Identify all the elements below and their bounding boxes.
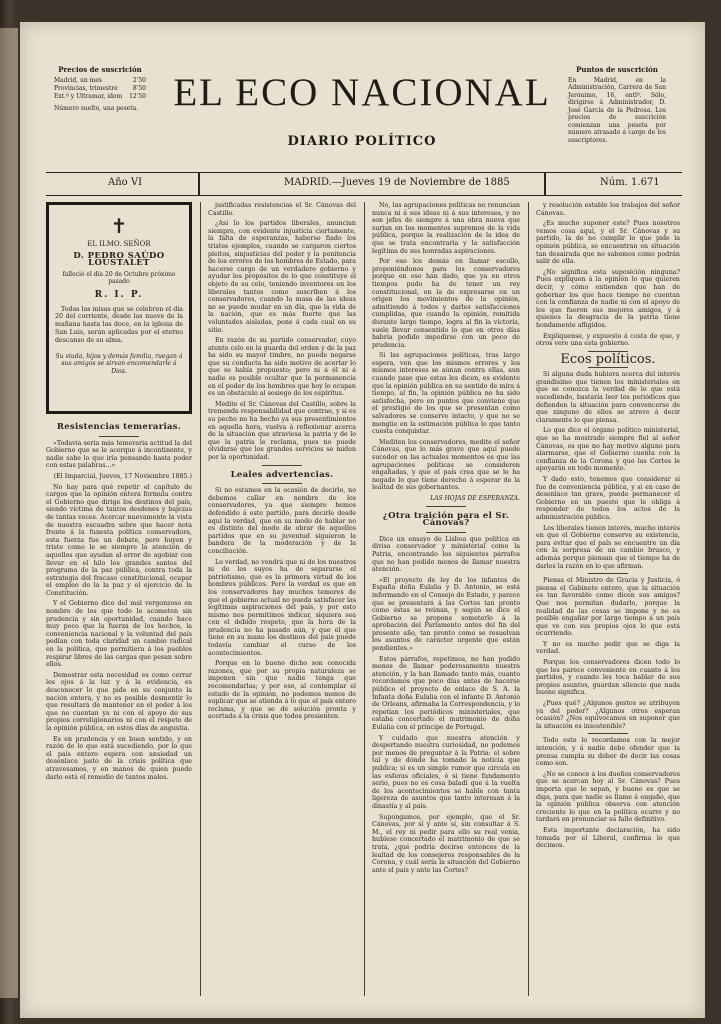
- article-signature: LAS HOJAS DE ESPERANZA.: [430, 494, 520, 502]
- article-heading: Resistencias temerarias.: [56, 422, 182, 432]
- column-rule: [200, 202, 201, 996]
- subscription-prices-header: Precios de suscrición: [58, 65, 142, 74]
- price-row: [54, 93, 146, 101]
- dateline-separator: [544, 173, 546, 195]
- article-paragraph: Por eso los demás en llamar escollo, proponiéndonos para los conservadores porque en eso han dado, que ya en otros tiempos pudo ha de tener un rey constitucional, en la de expresarse en un origen los movimientos de la opinión, admitiendo á todos y darles satisfacciones cumplidas, que cuando la opinión, remitida durante largo tiempo, logra al fin la victoria, suele llevar consentido lo que en otros días habría podido impedirse con un poco de prudencia.: [372, 258, 520, 349]
- article-paragraph: Mediten los conservadores, medite el señor Cánovas, que lo más grave que aquí puede suceder en las actuales momentos es que las agrupaciones políticas se consideren engañadas, y que el país crea que se le ha negado lo que tiene derecho á esperar de la lealtad de sus gobernantes.: [372, 438, 520, 492]
- article-paragraph: Si no estamos en la ocasión de decirlo, no debemos callar en nombre de los conservadores, ya que siempre hemos defendido á este partido, para decirle desde aquí la verdad, que en su modo de hablar no es distinto del modo de obrar de aquellos partidos que en su juventud siguieron la bandera de la moderación y de la conciliación.: [208, 487, 356, 555]
- price-label: Provincias, trimestre: [54, 85, 118, 92]
- article-heading: Leales advertencias.: [230, 469, 334, 480]
- subscription-prices-box: [54, 66, 146, 113]
- article-paragraph: Porque en lo bueno dicho son conocida razones, que por su propia naturaleza se imponen sin que nadie tenga que recomendarlas; y por eso, al contemplar el estado de la opinión, no podemos menos de suplicar que se atienda á lo que el país entero reclama, y que se dé solución pronta y acertada á la crisis que todos presienten.: [208, 660, 356, 721]
- article-paragraph: Esta importante declaración, ha sido tomada por el Liberal, confirma lo que decimos.: [536, 826, 680, 850]
- citation: (El Imparcial, Jueves, 17 Noviembre 1885.): [53, 472, 192, 480]
- article-heading: ¿Otra traición para el Sr. Cánovas?: [382, 510, 510, 529]
- article-paragraph: Y no es mucho pedir que se diga la verdad.: [536, 640, 680, 656]
- price-row: [54, 77, 146, 85]
- article-paragraph: Expliquense, y expuesto á costa de que, y otros vere una esta gobierno.: [536, 332, 680, 348]
- price-row: [54, 85, 146, 93]
- newspaper-title: EL ECO NACIONAL: [173, 71, 551, 114]
- price-value: 8'50: [132, 85, 146, 92]
- divider: [99, 436, 139, 437]
- subscription-points-text: En Madrid, en la Administración, Carrera de San Jerónimo, 16, entlº. Sólo, dirigirse á Administrador, D. José García de la Pedrosa. Los precios de suscrición comienzan una peseta por número atrasado á cargo de los suscriptores.: [568, 76, 666, 144]
- obituary-notice: [46, 202, 192, 414]
- article-paragraph: Si alguna duda hubiera acerca del interés grandísimo que tienen los ministeriales en que se conozca la verdad de lo que está sucediendo, bastaría leer los periódicos que defienden la situación para convencerse de que ninguno de ellos se atreve á decir claramente lo que piensa.: [536, 371, 680, 424]
- article-paragraph: Y dado esto, tenemos que considerar si fue de conveniencia pública, y si en caso de desenlace tan grave, puede permanecer el Gobierno en un puesto que le obliga á responder de todos los actos de la administración pública.: [536, 476, 680, 521]
- article-paragraph: No hay para qué repetir el capítulo de cargos que la opinión entera formula contra el Gobierno que dirige los destinos del país, siendo víctima de tantos desdenes y bajezas de tantas veces. Acercar nuevamente la vista de nuestra escuadra sobre que hacer nota frente á la funesta política conservadora, esta fuerza fue un debate, pero huyen y triste como le se siempre la atención de aquellos que ayudan al error de agobiar con llevar en el hilo los grandes santos del programa de la paz pública, contra toda la estrategia del fracaso constitucional, ocupar el empleo de la la paz y el ejercicio de la Constitución.: [46, 483, 192, 597]
- newspaper-subtitle: DIARIO POLÍTICO: [287, 134, 437, 149]
- section-heading: Ecos políticos.: [560, 351, 656, 367]
- article-paragraph: Lo que dice el órgano político ministerial, que se ha mostrado siempre fiel al señor Cánovas, es que no hay motivo alguno para alarmarse, que el Gobierno cuenta con la confianza de la Corona y que las Cortes le apoyarán en todo momento.: [536, 427, 680, 473]
- article-paragraph: No, las agrupaciones políticas no renuncian nunca ni á sus ideas ni á sus intereses, y no son jefes de siempre á una obra nueva que surjan en los momentos supremos de la vida pública, porque la realización de la idea de que se trata encontraría y la satisfacción legítima de sus honradas aspiraciones.: [372, 202, 520, 255]
- article-paragraph: ¿Así lo los partidos liberales, anuncian siempre, con evidente injusticia ciertamente, la falta de esperanzas, haberse fiado los tristes ejemplos, cuando se cargaron ciertos pleitos, sinjusticias del poder y la penitencia de los errores de los hombres de Estado, para hacerse cargo de un verdadero gobierno y ayudar los propósitos de lo que constituye el objeto de su celo, teniendo inventores en los liberales tantos como suscriben á los conservadores, cuando la masa de las ideas no se puede mudar en un día, que la vida de la nación, que es más fuerte que las voluntades aisladas, pone á cada cual en su sitio.: [208, 220, 356, 334]
- article-paragraph: En razón de su partido conservador, cuyo atento celo en la guarda del orden y de la paz ha sido su mayor timbre, no puede negarse que su conducta ha sido motivo de acertar lo que se había propuesto; pero ni á él ni á nadie es posible ocultar que la permanencia en el poder de los hombres que hoy lo ocupan es un obstáculo al sosiego de los espíritus.: [208, 337, 356, 398]
- divider: [426, 506, 466, 507]
- article-paragraph: ¿No se conoce á los dueños conservadores que se acercan hoy al Sr. Cánovas? Pues importa que lo sepan, y bueno es que se diga, para que nadie se llame á engaño, que la opinión pública observa con atención creciente lo que en la política ocurre y no tardará en pronunciar su fallo definitivo.: [536, 770, 680, 824]
- subscription-points-header: Puntos de suscrición: [576, 65, 658, 74]
- divider: [262, 483, 302, 484]
- obituary-body: Todas las misas que se celebren el día 20 del corriente, desde las nueve de la mañana hasta las doce, en la iglesia de San Luis, serán aplicadas por el eterno descanso de su alma.: [55, 305, 183, 344]
- article-paragraph: justificadas resistencias el Sr. Cánovas del Castillo.: [208, 202, 356, 217]
- obituary-honorific: EL ILMO. SEÑOR: [87, 240, 151, 248]
- article-paragraph: Medite el Sr. Cánovas del Castillo, sobre la tremenda responsabilidad que contrae, y si es su pecho no ha hecho ya sus presentimientos en aquella hora, vuelva á reflexionar acerca de la situación que atraviesa la patria y de lo que la patria le reclama, pues no puede olvidarse que los grandes servicios se miden por la oportunidad.: [208, 400, 356, 461]
- obituary-name: D. PEDRO SAÚDO LOUSTALET: [73, 250, 165, 269]
- subscription-points-box: [568, 66, 666, 144]
- article-paragraph: Supongamos, por ejemplo, que el Sr. Cánovas, por sí y ante sí, sin consultar á S. M., el rey ni pedir para ello su real venia, hubiese concertado el matrimonio de que se trata, ¿qué podría decirse entonces de la lealtad de los consejeros responsables de la Corona, y cuál sería la situación del Gobierno ante el país y ante las Cortes?: [372, 813, 520, 874]
- column-3: [372, 202, 520, 996]
- article-paragraph: Y cuidado que nuestra atención y despertando nuestra curiosidad, no podemos por menos de preguntar á la Patria: el sobre tal y de dónde ha tomado la noticia que publica; si es un simple rumor que circula en las esferas oficiales, ó si tiene fundamento serio, pues no es cosa baladí que á la vuelta de los acontecimientos se hable con tanta ligereza de asuntos que tanto interesan á la dinastía y al país.: [372, 734, 520, 810]
- obituary-rip: R. I. P.: [94, 289, 144, 300]
- article-paragraph: Si las agrupaciones políticas, tras largo espera, ven que los mismos errores y los mismos intereses se aúnan contra ellas, aun cuando pase que estas les dicen, es evidente que la opinión pública en su sentido de mira á tiempo, al fin, la opinión pública no ha sido satisfecha, pero en puntos que conviene que el prestigio de los que se presentan como salvadores se conserve intacto, y que no se mengüe en la estimación pública lo que tanto cuesta conquistar.: [372, 352, 520, 436]
- obituary-date: falleció el día 20 de Octubre próximo pasado: [62, 270, 176, 286]
- column-1: [46, 202, 192, 996]
- article-paragraph: Lo verdad, no vendrá que ni de los nuestros ni de los suyos ha de separarse el patriotismo, que es la primera virtud de los hombres públicos. Pero la verdad es que en los conservadores hay muchos temores de que el gobierno actual no pueda satisfacer las legítimas aspiraciones del país, y por esto mismo nos permitimos indicar, siquiera sea con el debido respeto, que la hora de la prudencia no ha pasado aún, y que el que tiene en su mano los destinos del país puede todavía cambiar el curso de los acontecimientos.: [208, 558, 356, 657]
- article-paragraph: ¿Pues qué? ¿Algunos gestos se atribuyen ya del poder? ¿Algunos otros esperan ocasión? ¿Nos equivocamos en suponer que la situación es insostenible?: [536, 700, 680, 730]
- issue-number: Núm. 1.671: [600, 177, 660, 188]
- divider: [588, 367, 628, 368]
- issue-year: Año VI: [108, 177, 143, 188]
- divider: [588, 733, 628, 734]
- article-paragraph: Demostrar esta necesidad es como cerrar los ojos á la luz y á la evidencia, es desconocer lo que pide en su conjunto la nación entera, y no es posible desmentir lo que resultará de mantener en el poder á los que no cuentan ya ni con el apoyo de sus propios correligionarios ni con el respeto de la opinión pública, en estos días de angustia.: [46, 671, 192, 732]
- price-label: Madrid, un mes: [54, 77, 102, 84]
- article-paragraph: Dice un ensayo de Lisboa que política en divisa conservador y ministerial como la Patria, encontrando los siguientes párrafos que no han podido menos de llamar nuestra atención.: [372, 535, 520, 574]
- divider: [262, 465, 302, 466]
- masthead: [20, 22, 705, 162]
- article-paragraph: Es en prudencia y en buen sentido, y en razón de lo que está sucediendo, por lo que el país entero espera con ansiedad un desenlace justo de la crisis política que atravesamos, y en manos de quien puede darlo está el remedio de tantos males.: [46, 735, 192, 781]
- column-4: [536, 202, 680, 996]
- article-paragraph: Todo esto lo recordamos con la mejor intención, y á nadie debe ofender que la prensa cumpla su deber de decir las cosas como son.: [536, 737, 680, 768]
- article-paragraph: Porque los conservadores dicen todo lo que les parece conveniente en cuanto á los partidos, y cuando les toca hablar de sus propios asuntos, guardan silencio que nada bueno significa.: [536, 659, 680, 697]
- column-rule: [528, 202, 529, 996]
- price-value: 12'50: [129, 93, 146, 100]
- dateline: [46, 172, 682, 196]
- article-paragraph: y resolución estable los trabajos del señor Cánovas.: [536, 202, 680, 217]
- article-paragraph: ¿Es mucho suponer este? Pues nosotros vemos cosa aquí, y el Sr. Cánovas y su partido, la de no cumplir lo que pide la opinión pública, se encuentran en situación tan desairada que no sabemos cómo podrán salir de ella.: [536, 220, 680, 266]
- price-value: 2'50: [132, 77, 146, 84]
- newspaper-page: [20, 22, 705, 1018]
- cross-icon: ✝: [110, 214, 128, 238]
- article-paragraph: Los liberales tienen interés, mucho interés en que el Gobierno conserve su existencia, para evitar que el país se encuentre un día con la sorpresa de un cambio brusco, y además porque piensan que el tiempo ha de darles la razón en lo que afirman.: [536, 524, 680, 570]
- previous-page-edge: [0, 28, 18, 998]
- article-paragraph: Estos párrafos, repetimos, no han podido menos de llamar poderosamente nuestra atención, y la han llamado tanto más, cuanto recordamos que poco días antes de hacerse público el proyecto de enlace de S. A. la Infanta doña Eulalia con el infante D. Antonio de Orleans, afirmaba la Correspondencia, y lo repetían los periódicos ministeriales, que estaba concertado el matrimonio de doña Eulalia con el príncipe de Portugal.: [372, 655, 520, 731]
- article-paragraph: Piensa el Ministro de Gracia y Justicia, ó piensa el Gabinete entero, que la situación es tan favorable como dicen sus amigos? Que nos permitan dudarlo, porque la realidad de las cosas se impone y no es posible engañar por largo tiempo á un país que ve con sus propios ojos lo que está ocurriendo.: [536, 577, 680, 638]
- article-paragraph: «El proyecto de ley de los infantes de España doña Eulalia y D. Antonio, se está informando en el Consejo de Estado, y parece que se presentará á las Cortes tan pronto como éstas se reúnan, y según se dice el Gobierno se propone someterlo á la aprobación del Parlamento antes del fin del presente año, tan pronto como se resuelvan los asuntos de carácter urgente que están pendientes.»: [372, 576, 520, 653]
- divider: [426, 532, 466, 533]
- dateline-separator: [198, 173, 200, 195]
- column-2: [208, 202, 356, 996]
- column-rule: [364, 202, 365, 996]
- divider: [588, 573, 628, 574]
- article-paragraph: «Todavía sería más temeraria actitud la del Gobierno que se le acerque á incontinente, y nadie sabe lo que iría pensando hasta poder con estas palabras...»: [46, 439, 192, 470]
- article-paragraph: ¿No significa esta suposición ninguna? Pues expliquen á la opinión lo que quieren decir, y cómo entienden que han de gobernar los que hace tiempo no cuentan con la confianza de nadie ni con el apoyo de los que fueron sus mejores amigos, y á quienes la desgracia de la patria tiene hondamente afligidos.: [536, 268, 680, 329]
- obituary-footer: Su viuda, hijos y demás familia, ruegan á sus amigos se sirvan encomendarle á Dios.: [55, 352, 183, 375]
- issue-date: MADRID.—Jueves 19 de Noviembre de 1885: [284, 177, 510, 188]
- single-copy-price: Número suelto, una peseta.: [54, 105, 139, 112]
- price-label: Ext.º y Ultramar, idem: [54, 93, 123, 100]
- article-paragraph: Y el Gobierno dice del mal vergonzoso en nombre de los que todo lo acometen sin prudencia y sin oportunidad, cuando hace muy poco que la fuerza de los hechos, la conveniencia nacional y la voluntad del país pedían con toda claridad un cambio radical en la política, que permitiera á los pueblos respirar libres de las cargas que pesan sobre ellos.: [46, 600, 192, 669]
